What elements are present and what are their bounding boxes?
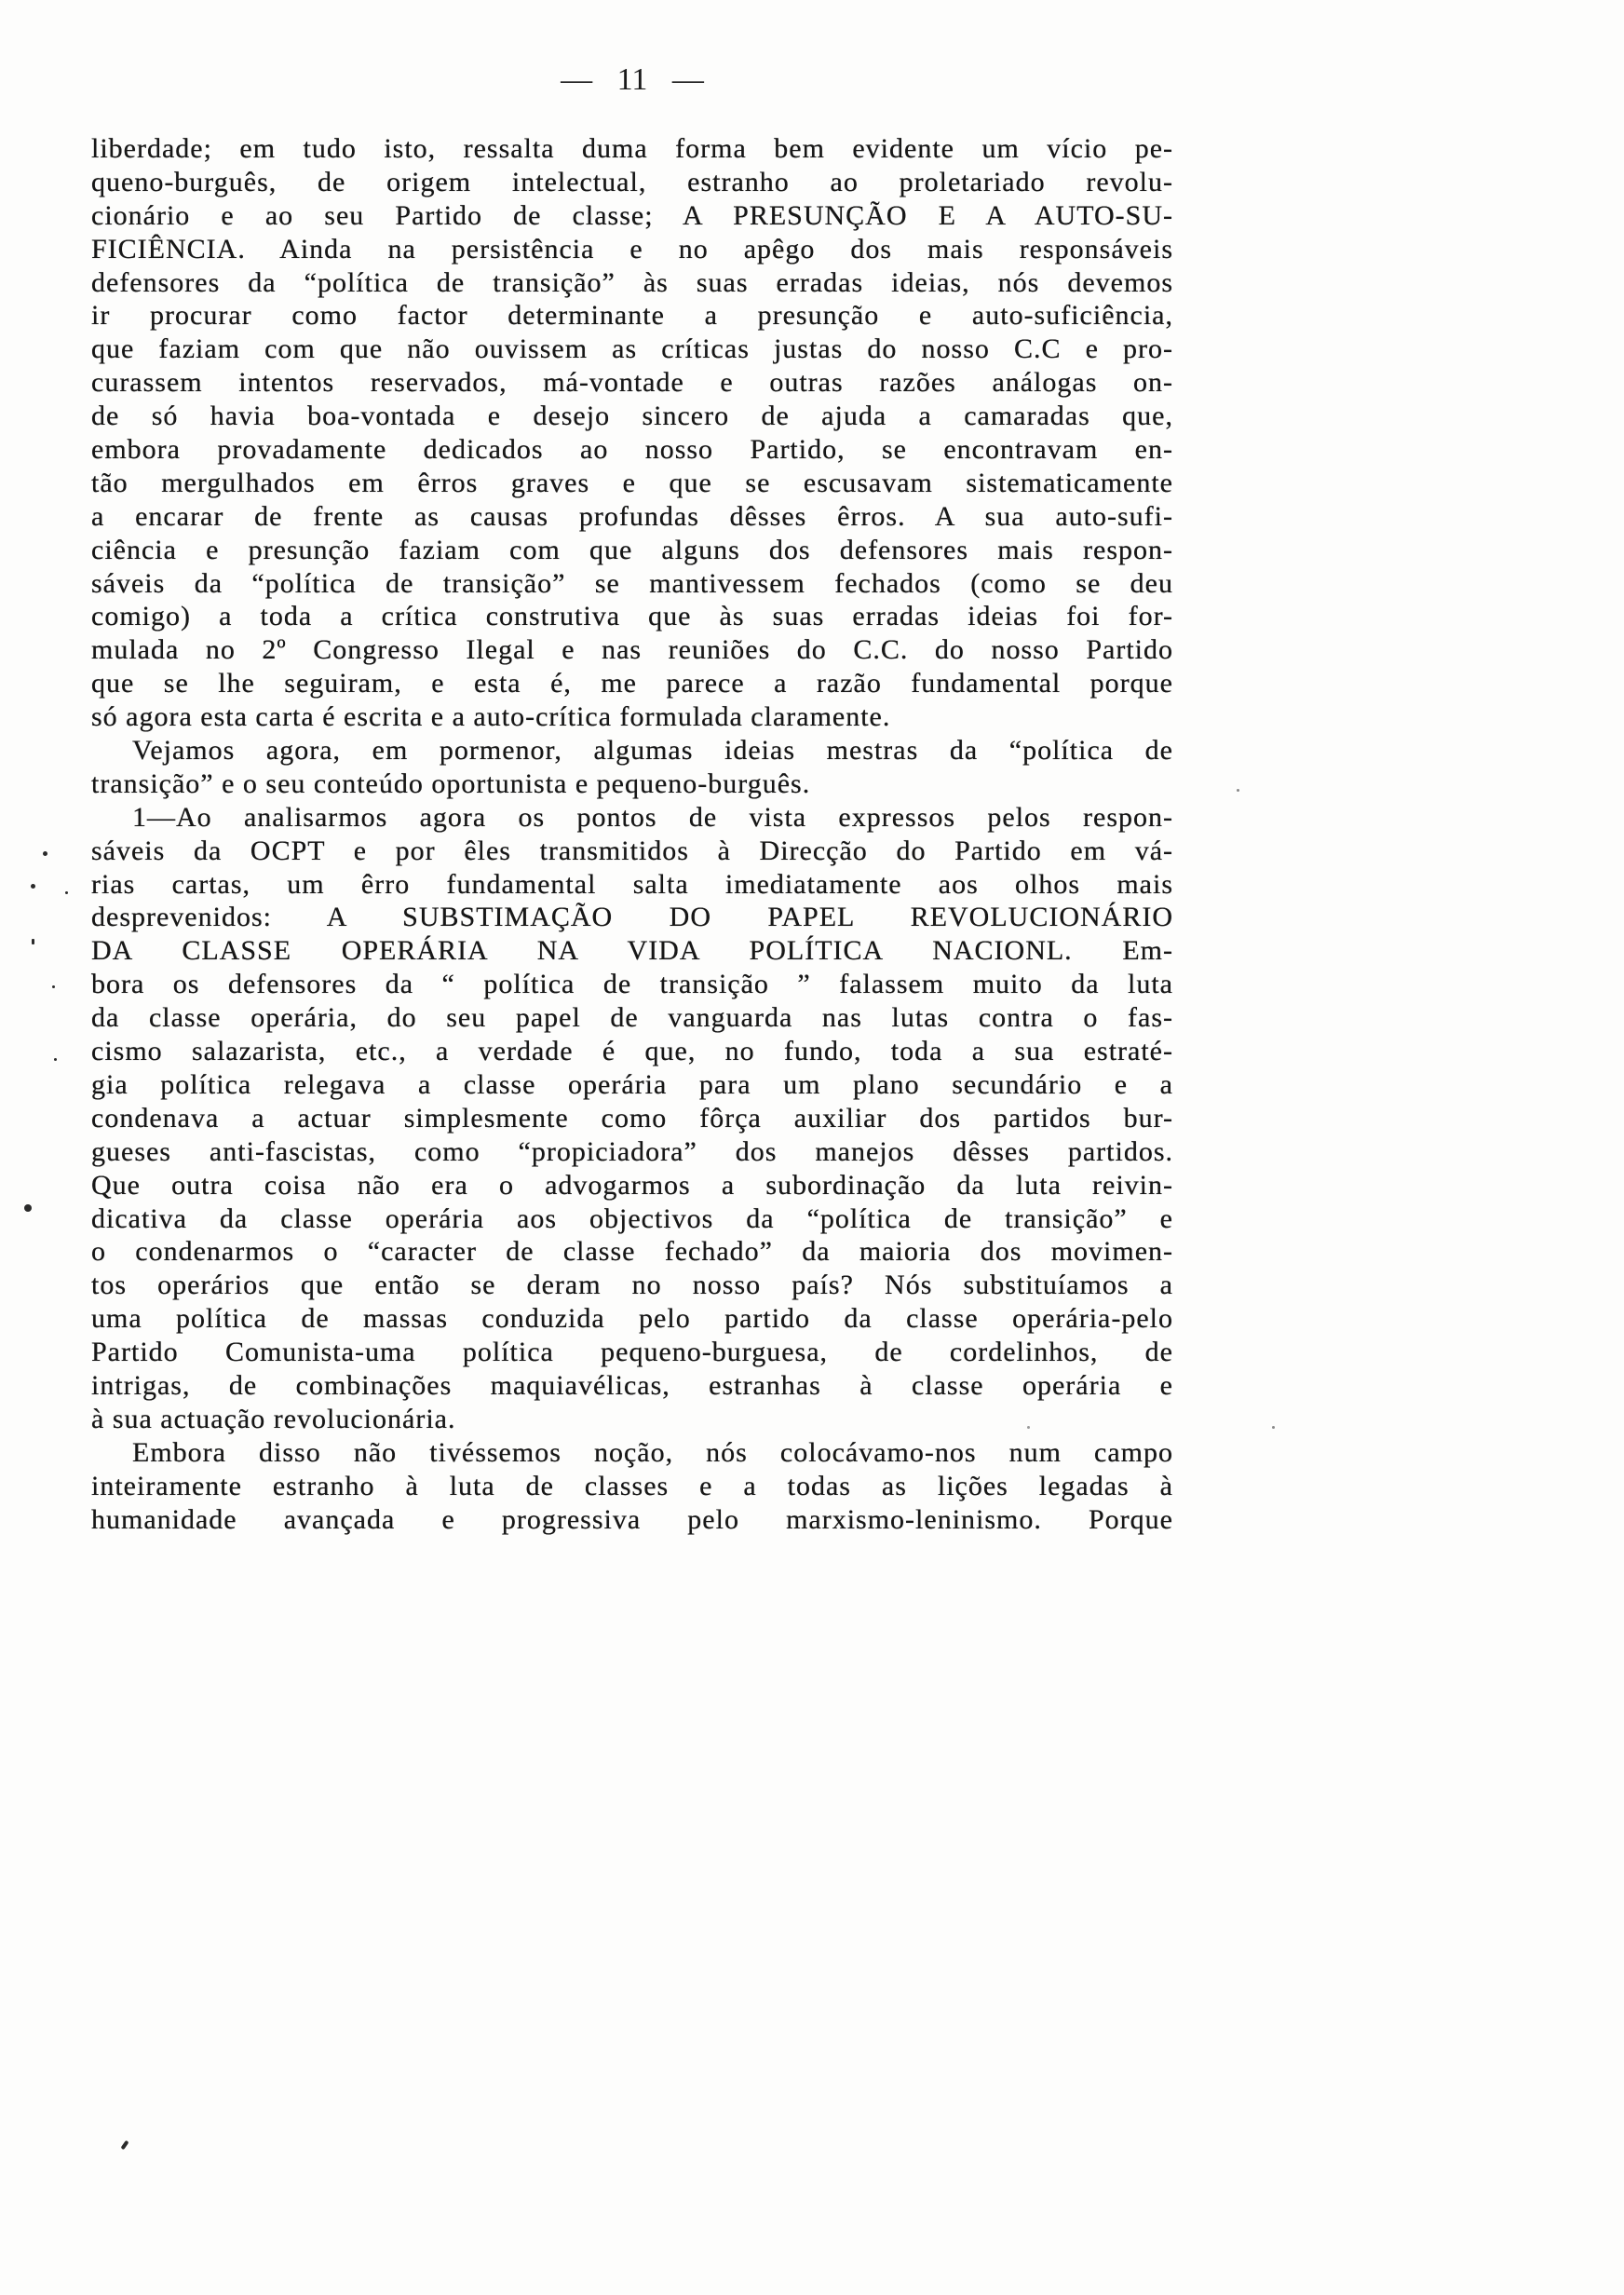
text-line: tos operários que então se deram no nosso país? Nós substituíamos a	[91, 1270, 1173, 1301]
paragraph	[91, 734, 1173, 801]
text-line: Vejamos agora, em pormenor, algumas ideias mestras da “política de	[132, 735, 1173, 767]
scan-artifact	[52, 985, 55, 988]
text-line: bora os defensores da “ política de transição ” falassem muito da luta	[91, 969, 1173, 1000]
text-line: Que outra coisa não era o advogarmos a subordinação da luta reivin-	[91, 1169, 1173, 1201]
text-line: defensores da “política de transição” às suas erradas ideias, nós devemos	[91, 266, 1173, 298]
scan-artifact	[32, 939, 34, 944]
scan-artifact	[54, 1058, 57, 1061]
scan-artifact	[43, 851, 47, 856]
text-line: gia política relegava a classe operária para um plano secundário e a	[91, 1068, 1173, 1100]
text-line: intrigas, de combinações maquiavélicas, estranhas à classe operária e	[91, 1369, 1173, 1401]
text-line: condenava a actuar simplesmente como fôrça auxiliar dos partidos bur-	[91, 1102, 1173, 1134]
text-line: o condenarmos o “caracter de classe fechado” da maioria dos movimen-	[91, 1236, 1173, 1268]
text-line: gueses anti-fascistas, como “propiciadora” dos manejos dêsses partidos.	[91, 1135, 1173, 1167]
text-line: cionário e ao seu Partido de classe; A PRESUNÇÃO E A AUTO-SU-	[91, 199, 1173, 231]
scan-artifact	[24, 1204, 32, 1212]
text-line: a encarar de frente as causas profundas dêsses êrros. A sua auto-sufi-	[91, 500, 1173, 532]
text-line: à sua actuação revolucionária.	[91, 1403, 456, 1434]
text-line: curassem intentos reservados, má-vontade e outras razões análogas on-	[91, 367, 1173, 399]
text-line: desprevenidos: A SUBSTIMAÇÃO DO PAPEL REVOLUCIONÁRIO	[91, 902, 1173, 933]
text-line: ir procurar como factor determinante a presunção e auto-suficiência,	[91, 300, 1173, 332]
text-line: transição” e o seu conteúdo oportunista e pequeno-burguês.	[91, 767, 811, 799]
scan-artifact	[1237, 789, 1239, 792]
text-line: sáveis da “política de transição” se mantivessem fechados (como se deu	[91, 567, 1173, 599]
text-line: mulada no 2º Congresso Ilegal e nas reuniões do C.C. do nosso Partido	[91, 634, 1173, 666]
text-line: humanidade avançada e progressiva pelo marxismo-leninismo. Porque	[91, 1503, 1173, 1535]
text-line: ciência e presunção faziam com que alguns dos defensores mais respon-	[91, 534, 1173, 565]
text-line: Partido Comunista-uma política pequeno-burguesa, de cordelinhos, de	[91, 1337, 1173, 1368]
text-line: 1—Ao analisarmos agora os pontos de vista expressos pelos respon-	[132, 801, 1173, 833]
text-line: sáveis da OCPT e por êles transmitidos à Direcção do Partido em vá-	[91, 835, 1173, 866]
text-line: cismo salazarista, etc., a verdade é que, no fundo, toda a sua estraté-	[91, 1036, 1173, 1067]
text-line: rias cartas, um êrro fundamental salta imediatamente aos olhos mais	[91, 868, 1173, 900]
text-line: liberdade; em tudo isto, ressalta duma forma bem evidente um vício pe-	[91, 133, 1173, 164]
text-line: uma política de massas conduzida pelo partido da classe operária-pelo	[91, 1303, 1173, 1335]
text-line: tão mergulhados em êrros graves e que se escusavam sistematicamente	[91, 467, 1173, 498]
text-line: só agora esta carta é escrita e a auto-crítica formulada claramente.	[91, 701, 891, 733]
text-line: dicativa da classe operária aos objectivos da “política de transição” e	[91, 1202, 1173, 1234]
text-line: embora provadamente dedicados ao nosso Partido, se encontravam en-	[91, 434, 1173, 466]
text-line: DA CLASSE OPERÁRIA NA VIDA POLÍTICA NACIONL. Em-	[91, 935, 1173, 967]
scan-artifact	[120, 2140, 129, 2150]
text-line: queno-burguês, de origem intelectual, estranho ao proletariado revolu-	[91, 166, 1173, 197]
paragraph	[91, 1436, 1173, 1537]
text-line: que faziam com que não ouvissem as críticas justas do nosso C.C e pro-	[91, 333, 1173, 365]
scan-artifact	[65, 891, 68, 894]
page-number: — 11 —	[561, 62, 704, 97]
paragraph	[91, 132, 1173, 734]
text-line: de só havia boa-vontada e desejo sincero de ajuda a camaradas que,	[91, 401, 1173, 432]
scan-artifact	[1272, 1426, 1275, 1429]
scan-artifact	[31, 884, 35, 889]
text-line: que se lhe seguiram, e esta é, me parece a razão fundamental porque	[91, 668, 1173, 699]
text-line: inteiramente estranho à luta de classes e a todas as lições legadas à	[91, 1470, 1173, 1501]
text-line: FICIÊNCIA. Ainda na persistência e no apêgo dos mais responsáveis	[91, 233, 1173, 265]
text-line: da classe operária, do seu papel de vanguarda nas lutas contra o fas-	[91, 1002, 1173, 1034]
paragraph	[91, 801, 1173, 1436]
body-text	[91, 132, 1173, 1536]
text-line: Embora disso não tivéssemos noção, nós colocávamo-nos num campo	[132, 1436, 1173, 1468]
text-line: comigo) a toda a crítica construtiva que às suas erradas ideias foi for-	[91, 601, 1173, 632]
scan-artifact	[1027, 1426, 1030, 1429]
